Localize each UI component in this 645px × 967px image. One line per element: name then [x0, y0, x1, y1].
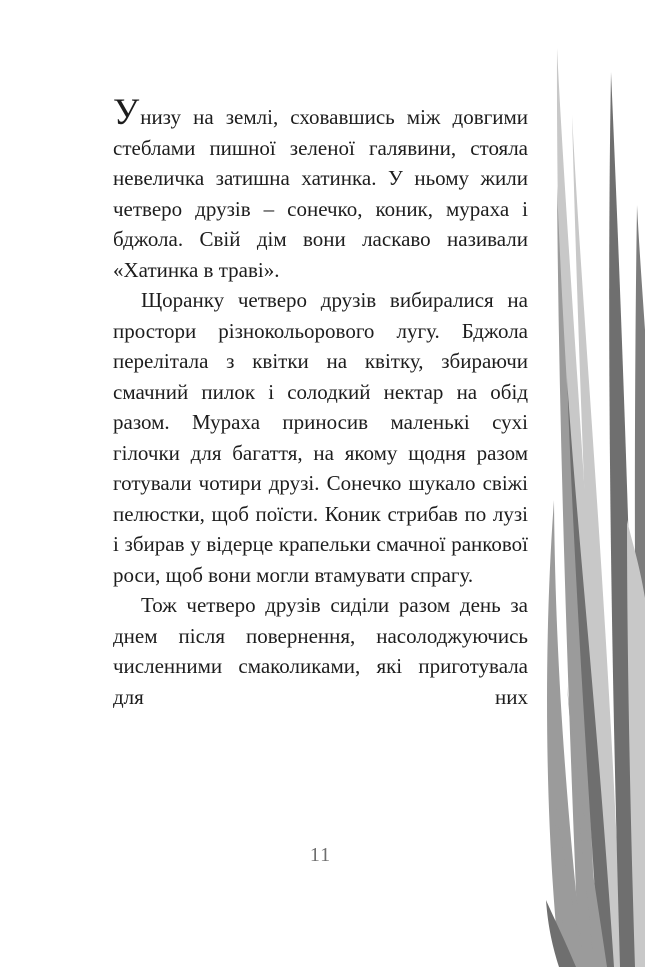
- paragraph-2: Щоранку четверо друзів вибиралися на простори різнокольорового лугу. Бджола перелітала з квітки на квітку, збираючи смачний пилок і солодкий нектар на обід разом. Мураха приносив маленькі сухі гілочки для багаття, на якому щодня разом готували чотири друзі. Сонечко шукало свіжі пелюстки, щоб поїсти. Коник стрибав по лузі і збирав у відерце крапельки смачної ранкової роси, щоб вони могли втамувати спрагу.: [113, 288, 528, 587]
- page-number: 11: [309, 844, 332, 866]
- page-text: [113, 92, 528, 712]
- paragraph-1: [113, 92, 528, 285]
- paragraph-3: Тож четверо друзів сиділи разом день за днем після повернення, насолоджуючись численними смаколиками, які приготувала для них: [113, 593, 528, 709]
- paragraph-1-text: низу на землі, сховавшись між довгими стеблами пишної зеленої галявини, стояла невеличка затишна хатинка. У ньому жили четверо друзів – сонечко, коник, мураха і бджола. Свій дім вони ласкаво називали «Хатинка в траві».: [113, 105, 528, 282]
- drop-cap: У: [113, 92, 141, 133]
